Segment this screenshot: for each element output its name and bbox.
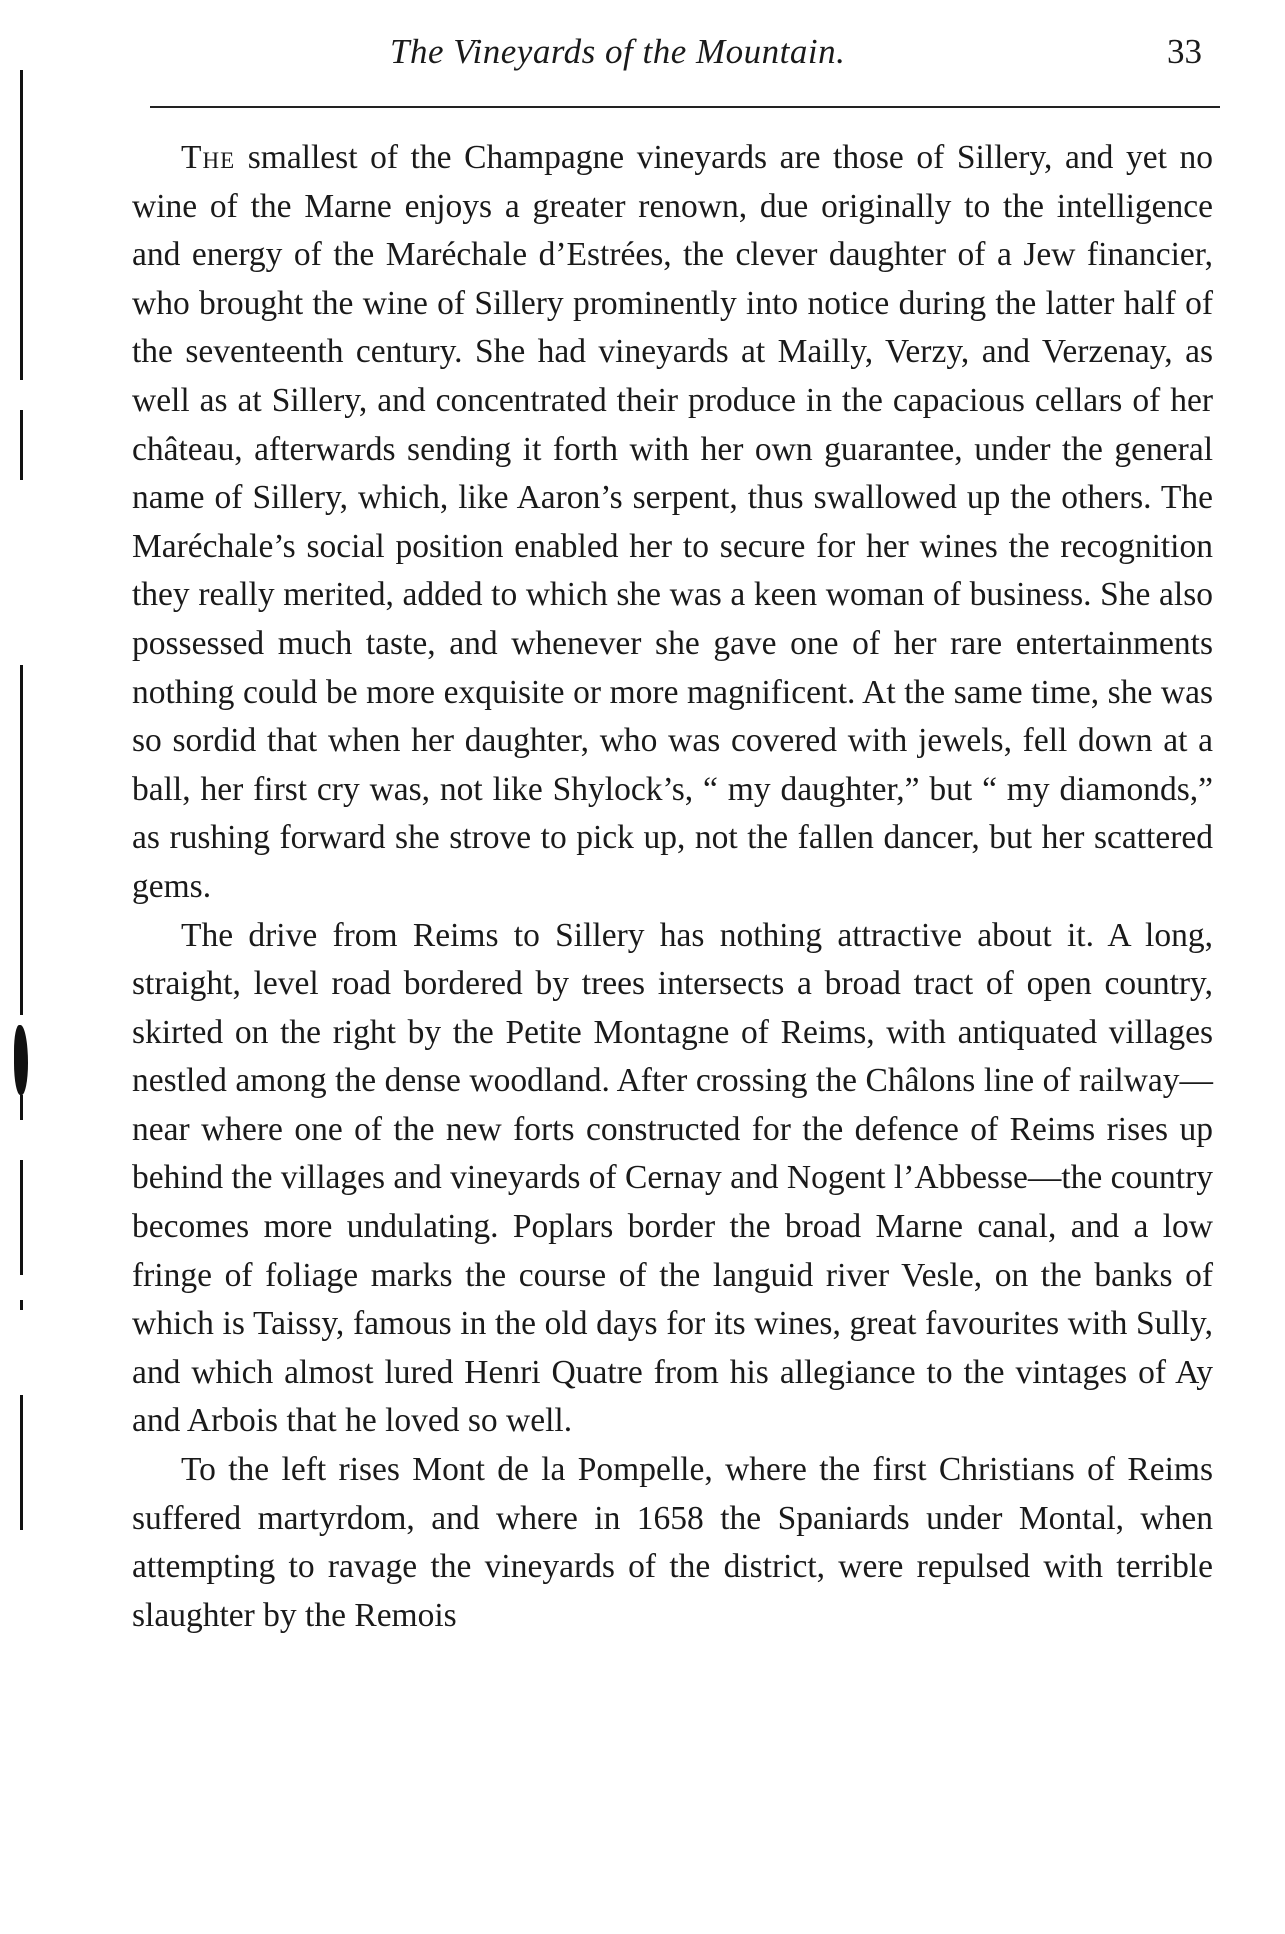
running-head bbox=[130, 32, 1210, 88]
paragraph bbox=[132, 134, 1213, 912]
paragraph: The drive from Reims to Sillery has nothing attractive about it. A long, straight, level road bordered by trees intersects a broad tract of open country, skirted on the right by the Petite Montagne of Reims, with antiquated villages nestled among the dense woodland. After crossing the Châlons line of railway—near where one of the new forts constructed for the defence of Reims rises up behind the villages and vineyards of Cernay and Nogent l’Abbesse—the country becomes more undulating. Poplars border the broad Marne canal, and a low fringe of foliage marks the course of the languid river Vesle, on the banks of which is Taissy, famous in the old days for its wines, great favourites with Sully, and which almost lured Henri Quatre from his allegiance to the vintages of Ay and Arbois that he loved so well. bbox=[132, 916, 1214, 1440]
binding-mark bbox=[20, 410, 23, 480]
body-text bbox=[132, 134, 1213, 1640]
binding-mark bbox=[20, 1095, 23, 1120]
paragraph-lead-small-caps: The bbox=[181, 139, 236, 176]
paragraph: To the left rises Mont de la Pompelle, where the first Christians of Reims suffered martyrdom, and where in 1658 the Spaniards under Montal, when attempting to ravage the vineyards of the district, were repulsed with terrible slaughter by the Remois bbox=[132, 1451, 1213, 1634]
binding-mark bbox=[20, 1395, 23, 1530]
paragraph-text: smallest of the Champagne vineyards are those of Sillery, and yet no wine of the Marne enjoys a greater renown, due originally to the intelligence and energy of the Maréchale d’Estrées, the clever daughter of a Jew financier, who brought the wine of Sillery prominently into notice during the latter half of the seventeenth century. She had vineyards at Mailly, Verzy, and Verzenay, as well as at Sillery, and concentrated their produce in the capacious cellars of her château, afterwards sending it forth with her own guarantee, under the general name of Sillery, which, like Aaron’s serpent, thus swallowed up the others. The Maréchale’s social position enabled her to secure for her wines the recognition they really merited, added to which she was a keen woman of business. She also possessed much taste, and whenever she gave one of her rare entertainments nothing could be more exquisite or more magnificent. At the same time, she was so sordid that when her daughter, who was covered with jewels, fell down at a ball, her first cry was, not like Shylock’s, “ my daughter,” but “ my diamonds,” as rushing forward she strove to pick up, not the fallen dancer, but her scattered gems. bbox=[132, 139, 1213, 905]
binding-mark bbox=[20, 1300, 23, 1310]
page-number: 33 bbox=[1167, 32, 1202, 71]
running-title: The Vineyards of the Mountain. bbox=[390, 32, 846, 71]
binding-mark bbox=[20, 70, 23, 380]
binding-mark bbox=[20, 1160, 23, 1275]
header-rule bbox=[150, 106, 1220, 108]
binding-mark bbox=[20, 665, 23, 1015]
binding-blob bbox=[14, 1025, 28, 1095]
binding-edge-marks bbox=[14, 0, 38, 1934]
